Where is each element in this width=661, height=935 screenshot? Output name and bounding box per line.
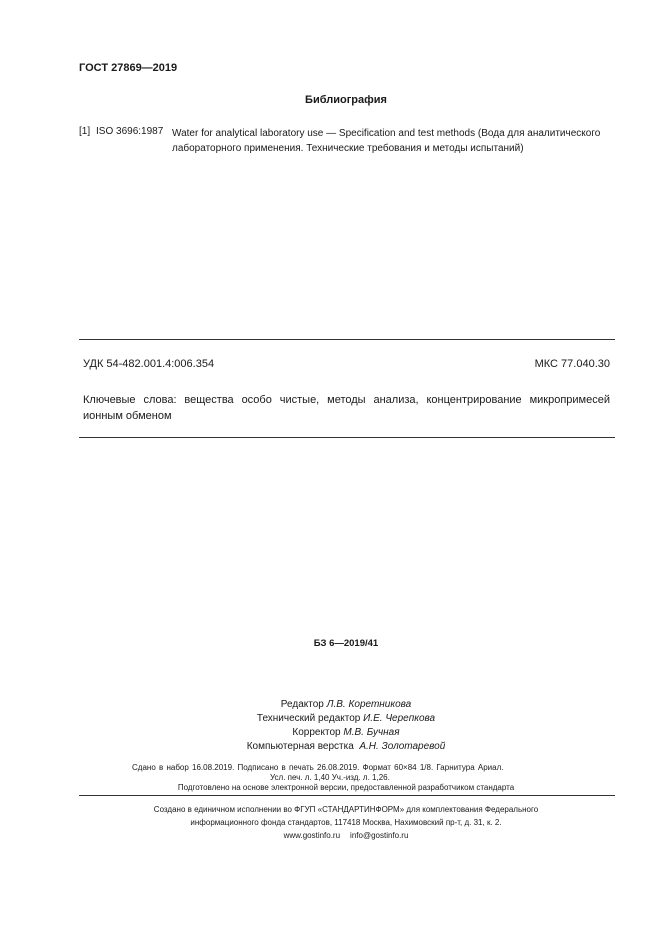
staff-credits (0, 698, 661, 754)
publisher-line2: информационного фонда стандартов, 117418 Москва, Нахимовский пр-т, д. 31, к. 2. (190, 818, 502, 827)
corrector-line: Корректор М.В. Бучная (292, 727, 400, 738)
reference-standard: ISO 3696:1987 (96, 126, 164, 137)
editor-line: Редактор Л.В. Коретникова (280, 699, 412, 710)
divider-top (79, 339, 615, 340)
reference-text: Water for analytical laboratory use — Specification and test methods (Вода для аналитического лабораторного применения. Технические требования и методы испытаний) (172, 128, 601, 154)
document-code: ГОСТ 27869—2019 (79, 62, 178, 74)
mks-code: МКС 77.040.30 (534, 358, 610, 370)
bz-number: БЗ 6—2019/41 (313, 638, 379, 649)
divider-bottom (79, 437, 615, 438)
tech-editor-line: Технический редактор И.Е. Черепкова (256, 713, 436, 724)
reference-number: [1] (79, 126, 91, 137)
contact-line (0, 829, 661, 842)
udk-code: УДК 54-482.001.4:006.354 (83, 358, 215, 370)
keywords-text: Ключевые слова: вещества особо чистые, методы анализа, концентрирование микропримесей ионным обменом (83, 394, 610, 422)
print-details-line2: Усл. печ. л. 1,40 Уч.-изд. л. 1,26. (270, 773, 390, 782)
print-details-line1: Сдано в набор 16.08.2019. Подписано в печать 26.08.2019. Формат 60×84 1/8. Гарнитура Ариал. (132, 763, 504, 772)
layout-line: Компьютерная верстка А.Н. Золотаревой (246, 741, 446, 752)
publisher-info (0, 803, 661, 842)
bibliography-title: Библиография (305, 94, 387, 106)
publisher-line1: Создано в единичном исполнении во ФГУП «СТАНДАРТИНФОРМ» для комплектования Федерального (153, 805, 539, 814)
website-link[interactable]: www.gostinfo.ru (283, 831, 341, 840)
email-link[interactable]: info@gostinfo.ru (350, 831, 409, 840)
print-details-line3: Подготовлено на основе электронной версии, предоставленной разработчиком стандарта (177, 783, 515, 792)
divider-imprint (79, 795, 615, 796)
